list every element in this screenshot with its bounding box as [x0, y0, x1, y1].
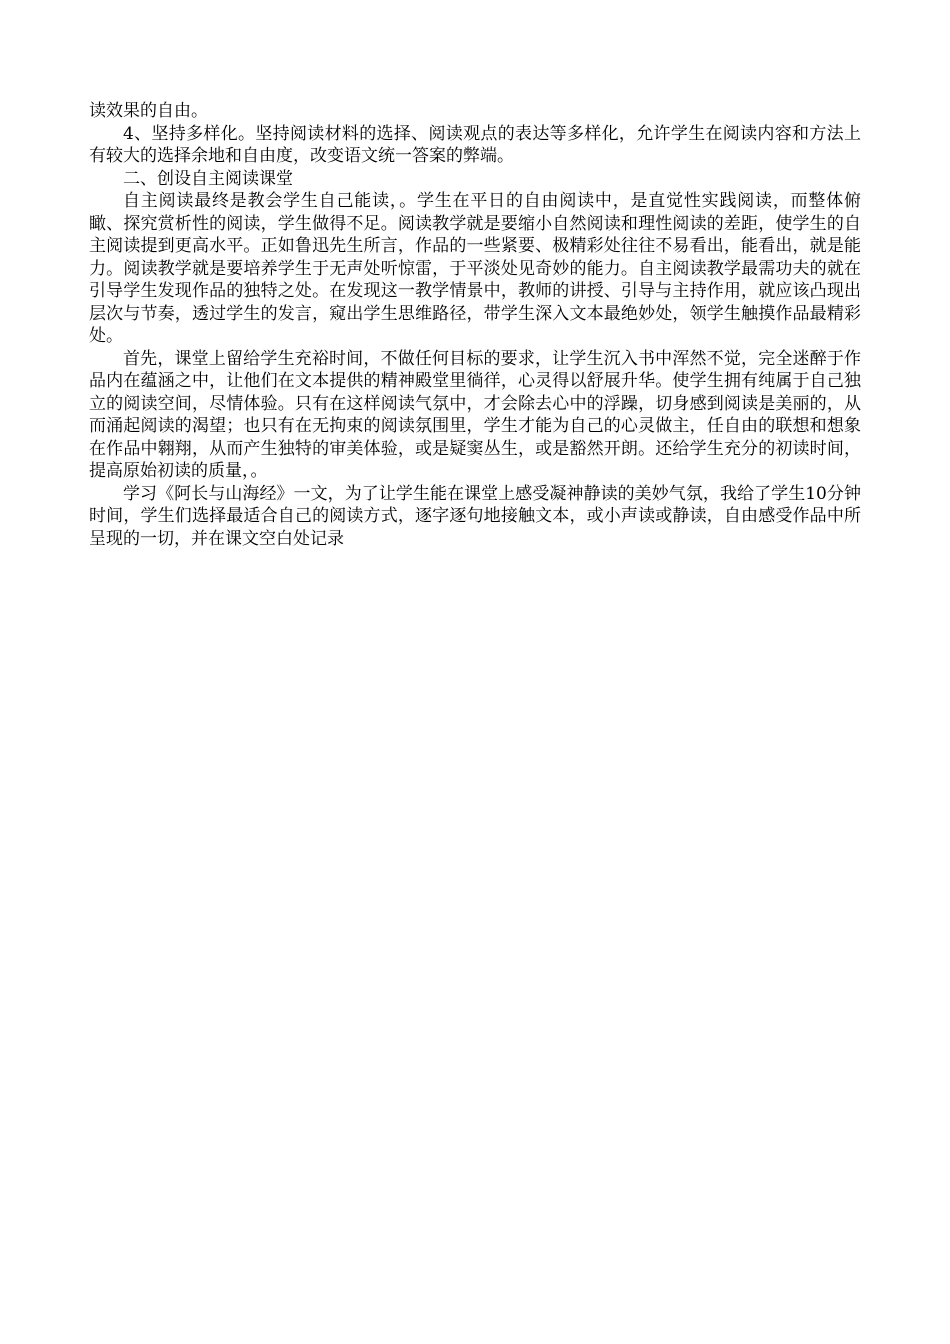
paragraph-continuation: 读效果的自由。 [89, 101, 208, 121]
paragraph-point-4: 4、坚持多样化。坚持阅读材料的选择、阅读观点的表达等多样化，允许学生在阅读内容和方法上有较大的选择余地和自由度，改变语文统一答案的弊端。 [89, 123, 861, 166]
document-page [89, 100, 861, 550]
paragraph-example: 学习《阿长与山海经》一文，为了让学生能在课堂上感受凝神静读的美妙气氛，我给了学生10分钟时间，学生们选择最适合自己的阅读方式，逐字逐句地接触文本，或小声读或静读，自由感受作品中所呈现的一切，并在课文空白处记录 [89, 483, 861, 549]
paragraph-autonomous-reading: 自主阅读最终是教会学生自己能读，。学生在平日的自由阅读中，是直觉性实践阅读，而整体俯瞰、探究赏析性的阅读，学生做得不足。阅读教学就是要缩小自然阅读和理性阅读的差距，使学生的自主阅读提到更高水平。正如鲁迅先生所言，作品的一些紧要、极精彩处往往不易看出，能看出，就是能力。阅读教学就是要培养学生于无声处听惊雷，于平淡处见奇妙的能力。自主阅读教学最需功夫的就在引导学生发现作品的独特之处。在发现这一教学情景中，教师的讲授、引导与主持作用，就应该凸现出层次与节奏，透过学生的发言，窥出学生思维路径，带学生深入文本最绝妙处，领学生触摸作品最精彩处。 [89, 191, 861, 346]
section-heading: 二、创设自主阅读课堂 [123, 168, 293, 189]
paragraph-first: 首先，课堂上留给学生充裕时间，不做任何目标的要求，让学生沉入书中浑然不觉，完全迷醉于作品内在蕴涵之中，让他们在文本提供的精神殿堂里徜徉，心灵得以舒展升华。使学生拥有纯属于自己独立的阅读空间，尽情体验。只有在这样阅读气氛中，才会除去心中的浮躁，切身感到阅读是美丽的，从而涌起阅读的渴望；也只有在无拘束的阅读氛围里，学生才能为自己的心灵做主，任自由的联想和想象在作品中翱翔，从而产生独特的审美体验，或是疑窦丛生，或是豁然开朗。还给学生充分的初读时间，提高原始初读的质量，。 [89, 348, 861, 481]
